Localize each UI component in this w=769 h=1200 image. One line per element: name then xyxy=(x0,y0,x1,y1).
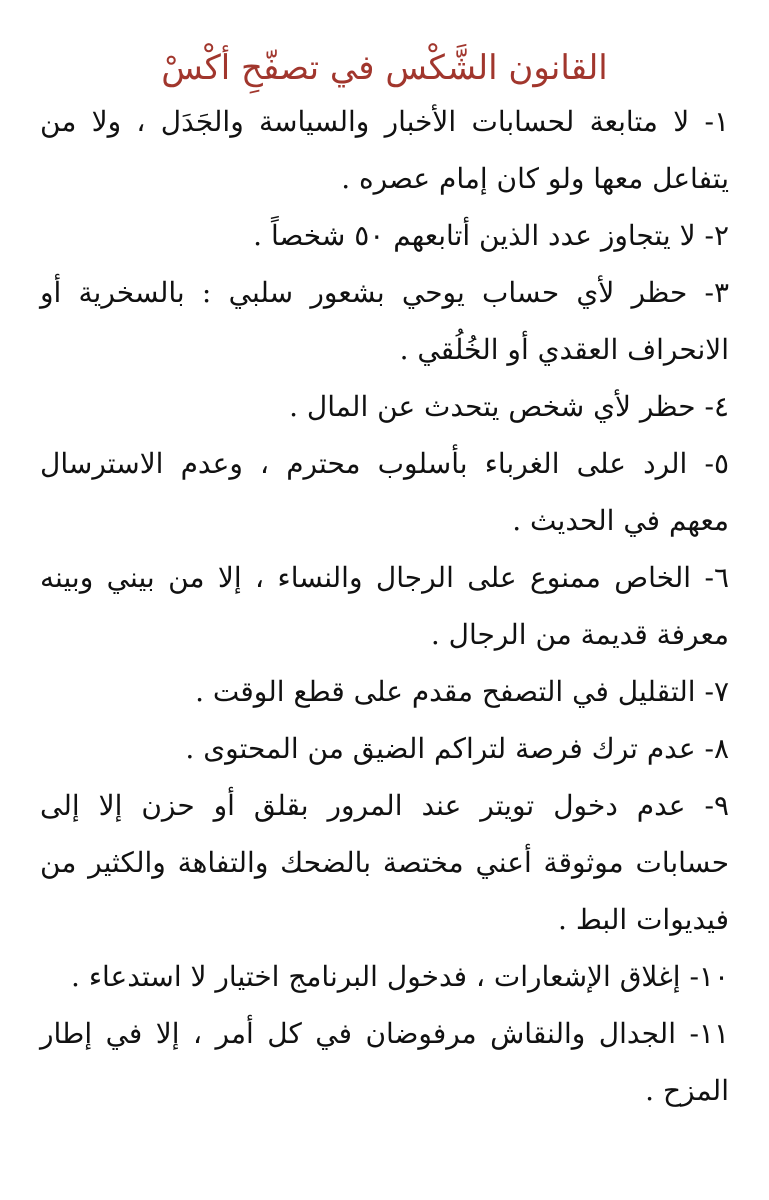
rule-item-2: ٢- لا يتجاوز عدد الذين أتابعهم ٥٠ شخصاً . xyxy=(253,218,729,252)
rule-item-8: ٨- عدم ترك فرصة لتراكم الضيق من المحتوى . xyxy=(185,731,729,765)
rules-list xyxy=(40,93,729,1119)
rule-item-11: ١١- الجدال والنقاش مرفوضان في كل أمر ، إلا في إطار المزح . xyxy=(40,1016,729,1107)
rule-item-9: ٩- عدم دخول تويتر عند المرور بقلق أو حزن إلا إلى حسابات موثوقة أعني مختصة بالضحك والتفاهة والكثير من فيديوات البط . xyxy=(40,788,729,936)
document-title: القانون الشَّكْس في تصفّحِ أكْسْ xyxy=(161,48,608,88)
rule-item-7: ٧- التقليل في التصفح مقدم على قطع الوقت . xyxy=(195,674,729,708)
rule-item-3: ٣- حظر لأي حساب يوحي بشعور سلبي : بالسخرية أو الانحراف العقدي أو الخُلُقي . xyxy=(40,275,730,366)
rule-item-6: ٦- الخاص ممنوع على الرجال والنساء ، إلا من بيني وبينه معرفة قديمة من الرجال . xyxy=(40,560,729,651)
rule-item-5: ٥- الرد على الغرباء بأسلوب محترم ، وعدم الاسترسال معهم في الحديث . xyxy=(40,446,729,537)
rule-item-4: ٤- حظر لأي شخص يتحدث عن المال . xyxy=(289,389,729,423)
rule-item-1: ١- لا متابعة لحسابات الأخبار والسياسة والجَدَل ، ولا من يتفاعل معها ولو كان إمام عصره . xyxy=(40,104,729,195)
rule-item-10: ١٠- إغلاق الإشعارات ، فدخول البرنامج اختيار لا استدعاء . xyxy=(71,959,729,993)
